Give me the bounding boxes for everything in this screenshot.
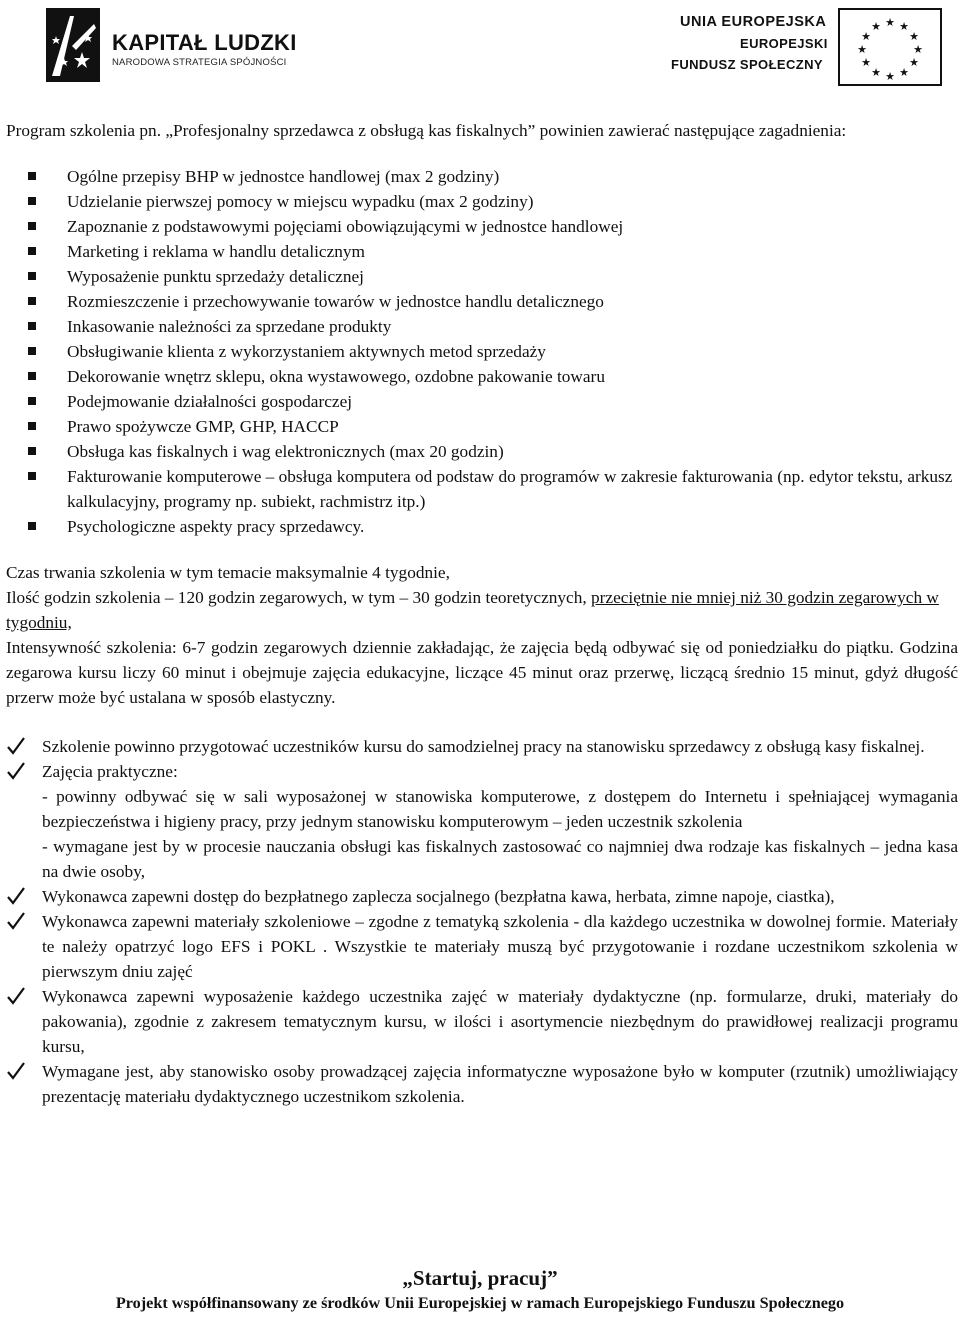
- square-bullet-icon: [28, 247, 36, 255]
- list-item: [6, 759, 958, 884]
- checkmark-icon: [6, 761, 26, 781]
- square-bullet-icon: [28, 347, 36, 355]
- footer-slogan: „Startuj, pracuj”: [402, 1266, 558, 1290]
- duration-line: Czas trwania szkolenia w tym temacie maksymalnie 4 tygodnie,: [6, 563, 450, 582]
- list-item: Zapoznanie z podstawowymi pojęciami obowiązującymi w jednostce handlowej: [6, 214, 958, 239]
- practical-classes-a: - powinny odbywać się w sali wyposażonej w stanowiska komputerowe, z dostępem do Internetu i spełniającej wymagania bezpieczeństwa i higieny pracy, przy jednym stanowisku komputerowym – jeden uczestnik szkolenia: [42, 787, 958, 831]
- list-item: Szkolenie powinno przygotować uczestników kursu do samodzielnej pracy na stanowisku sprzedawcy z obsługą kasy fiskalnej.: [6, 734, 958, 759]
- svg-text:★: ★: [871, 66, 881, 79]
- checkmark-icon: [6, 736, 26, 756]
- checkmark-icon: [6, 911, 26, 931]
- list-item: Inkasowanie należności za sprzedane produkty: [6, 314, 958, 339]
- list-item: Marketing i reklama w handlu detalicznym: [6, 239, 958, 264]
- svg-text:★: ★: [909, 56, 919, 69]
- checkmark-icon: [6, 986, 26, 1006]
- list-item: Rozmieszczenie i przechowywanie towarów w jednostce handlu detalicznego: [6, 289, 958, 314]
- svg-text:★: ★: [885, 70, 895, 83]
- list-item: Obsługa kas fiskalnych i wag elektronicznych (max 20 godzin): [6, 439, 958, 464]
- checkmark-icon: [6, 1061, 26, 1081]
- eu-efs-logo: [668, 8, 946, 88]
- list-item: Obsługiwanie klienta z wykorzystaniem aktywnych metod sprzedaży: [6, 339, 958, 364]
- list-item: Wyposażenie punktu sprzedaży detalicznej: [6, 264, 958, 289]
- practical-classes-title: Zajęcia praktyczne:: [42, 762, 178, 781]
- eu-logo-line1: UNIA EUROPEJSKA: [680, 14, 827, 30]
- list-item: Podejmowanie działalności gospodarczej: [6, 389, 958, 414]
- square-bullet-icon: [28, 197, 36, 205]
- list-item: Wykonawca zapewni wyposażenie każdego uczestnika zajęć w materiały dydaktyczne (np. formularze, druki, materiały do pakowania), zgodnie z zakresem tematycznym kursu, w ilości i asortymencie niezbędnym do prawidłowej realizacji programu kursu,: [6, 984, 958, 1059]
- list-item: Udzielanie pierwszej pomocy w miejscu wypadku (max 2 godziny): [6, 189, 958, 214]
- eu-logo-line3: FUNDUSZ SPOŁECZNY: [671, 57, 823, 72]
- square-bullet-icon: [28, 397, 36, 405]
- square-bullet-icon: [28, 372, 36, 380]
- intensity-paragraph: Intensywność szkolenia: 6-7 godzin zegarowych dziennie zakładając, że zajęcia będą odbywać się od poniedziałku do piątku. Godzina zegarowa kursu liczy 60 minut i obejmuje zajęcia edukacyjne, liczące 45 minut oraz przerwę, liczącą średnio 15 minut, gdyż długość przerw może być ustalana w sposób elastyczny.: [6, 638, 958, 707]
- list-item: Wykonawca zapewni materiały szkoleniowe – zgodne z tematyką szkolenia - dla każdego uczestnika w dowolnej formie. Materiały te należy opatrzyć logo EFS i POKL . Wszystkie te materiały muszą być przygotowanie i rozdane uczestnikom szkolenia w pierwszym dniu zajęć: [6, 909, 958, 984]
- svg-text:★: ★: [909, 30, 919, 43]
- square-bullet-icon: [28, 422, 36, 430]
- svg-text:★: ★: [899, 66, 909, 79]
- square-bullet-icon: [28, 322, 36, 330]
- list-item: Prawo spożywcze GMP, GHP, HACCP: [6, 414, 958, 439]
- square-bullet-icon: [28, 172, 36, 180]
- topics-list: [6, 164, 958, 539]
- svg-text:★: ★: [871, 20, 881, 33]
- square-bullet-icon: [28, 222, 36, 230]
- list-item: Wykonawca zapewni dostęp do bezpłatnego zaplecza socjalnego (bezpłatna kawa, herbata, zimne napoje, ciastka),: [6, 884, 958, 909]
- kapital-ludzki-title: KAPITAŁ LUDZKI: [112, 30, 297, 55]
- eu-logo-line2: EUROPEJSKI: [740, 36, 828, 51]
- square-bullet-icon: [28, 522, 36, 530]
- svg-text:★: ★: [899, 20, 909, 33]
- hours-line: Ilość godzin szkolenia – 120 godzin zegarowych, w tym – 30 godzin teoretycznych, przeciętnie nie mniej niż 30 godzin zegarowych w tygodniu,: [6, 588, 939, 632]
- practical-classes-b: - wymagane jest by w procesie nauczania obsługi kas fiskalnych zastosować co najmniej dwa rodzaje kas fiskalnych – jedna kasa na dwie osoby,: [42, 837, 958, 881]
- list-item: Fakturowanie komputerowe – obsługa komputera od podstaw do programów w zakresie fakturowania (np. edytor tekstu, arkusz kalkulacyjny, programy np. subiekt, rachmistrz itp.): [6, 464, 958, 514]
- list-item: Wymagane jest, aby stanowisko osoby prowadzącej zajęcia informatyczne wyposażone było w komputer (rzutnik) umożliwiający prezentację materiału dydaktycznego uczestnikom szkolenia.: [6, 1059, 958, 1109]
- checkmark-icon: [6, 886, 26, 906]
- svg-text:★: ★: [857, 43, 867, 56]
- square-bullet-icon: [28, 272, 36, 280]
- square-bullet-icon: [28, 297, 36, 305]
- svg-text:★: ★: [861, 56, 871, 69]
- square-bullet-icon: [28, 472, 36, 480]
- svg-text:★: ★: [885, 16, 895, 29]
- kapital-ludzki-subtitle: NARODOWA STRATEGIA SPÓJNOŚCI: [112, 57, 287, 68]
- footer-funding-note: Projekt współfinansowany ze środków Unii Europejskiej w ramach Europejskiego Funduszu Społecznego: [115, 1294, 845, 1312]
- kapital-ludzki-logo: [44, 6, 304, 86]
- program-intro: Program szkolenia pn. „Profesjonalny sprzedawca z obsługą kas fiskalnych” powinien zawierać następujące zagadnienia:: [6, 121, 847, 140]
- requirements-list: [6, 734, 958, 1109]
- list-item: Dekorowanie wnętrz sklepu, okna wystawowego, ozdobne pakowanie towaru: [6, 364, 958, 389]
- eu-flag-icon: [838, 8, 942, 86]
- kapital-ludzki-emblem-icon: [44, 6, 102, 84]
- list-item: Ogólne przepisy BHP w jednostce handlowej (max 2 godziny): [6, 164, 958, 189]
- square-bullet-icon: [28, 447, 36, 455]
- svg-text:★: ★: [913, 43, 923, 56]
- list-item: Psychologiczne aspekty pracy sprzedawcy.: [6, 514, 958, 539]
- svg-text:★: ★: [861, 30, 871, 43]
- hours-underlined: przeciętnie nie mniej niż 30 godzin zegarowych w tygodniu,: [6, 588, 939, 632]
- document-body: [6, 118, 958, 1109]
